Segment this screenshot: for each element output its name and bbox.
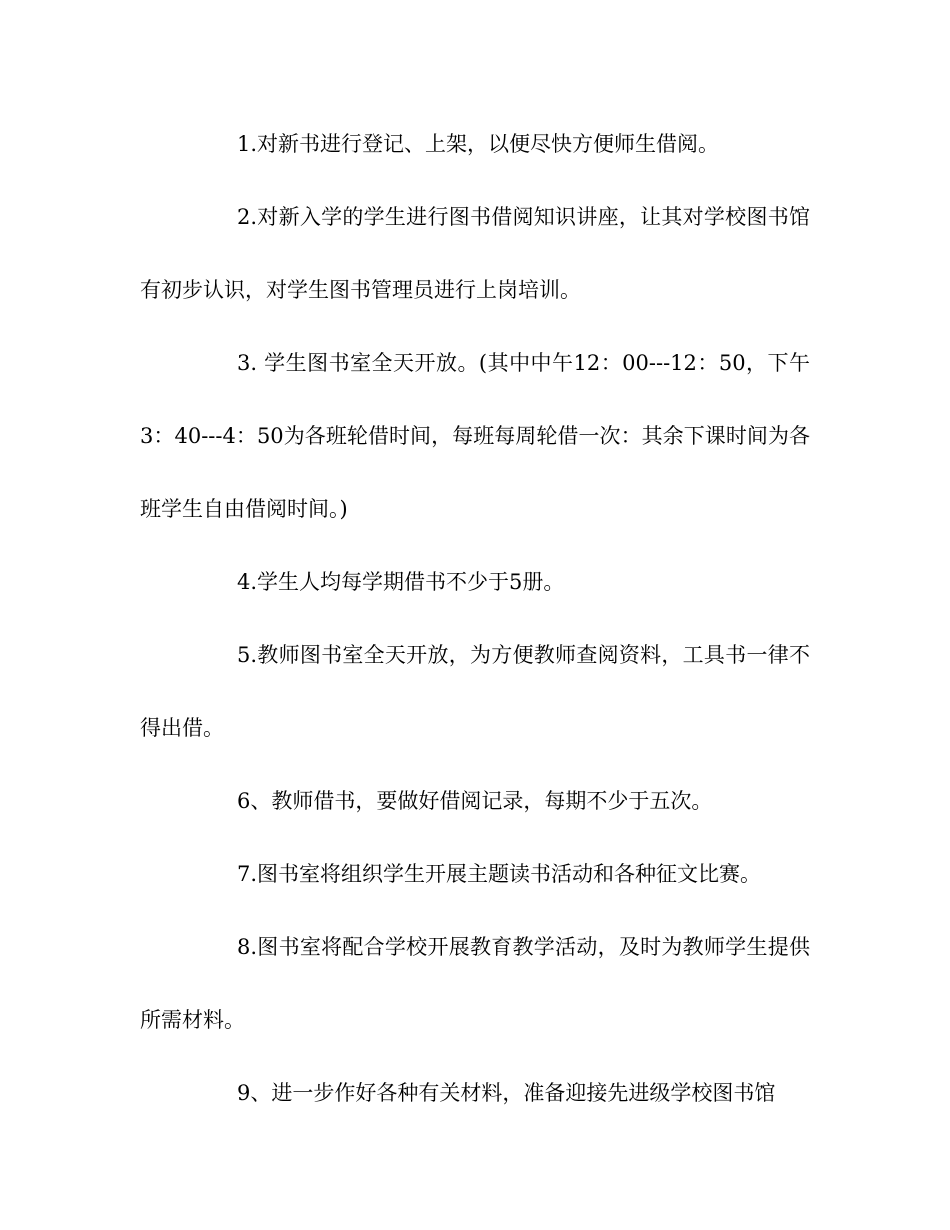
paragraph-6: 6、教师借书，要做好借阅记录，每期不少于五次。 (237, 789, 713, 813)
paragraph-8: 8.图书室将配合学校开展教育教学活动，及时为教师学生提供所需材料。 (140, 935, 810, 1032)
paragraph-2: 2.对新入学的学生进行图书借阅知识讲座，让其对学校图书馆有初步认识，对学生图书管理员进行上岗培训。 (140, 205, 810, 302)
paragraph-3: 3. 学生图书室全天开放。(其中中午12：00---12：50，下午3：40---4：50为各班轮借时间，每班每周轮借一次：其余下课时间为各班学生自由借阅时间。) (140, 351, 810, 521)
paragraph-4: 4.学生人均每学期借书不少于5册。 (237, 570, 565, 594)
paragraph-9: 9、进一步作好各种有关材料，准备迎接先进级学校图书馆 (237, 1081, 776, 1105)
paragraph-7: 7.图书室将组织学生开展主题读书活动和各种征文比赛。 (237, 862, 762, 886)
paragraph-5: 5.教师图书室全天开放，为方便教师查阅资料，工具书一律不得出借。 (140, 643, 810, 740)
paragraph-1: 1.对新书进行登记、上架，以便尽快方便师生借阅。 (237, 132, 720, 156)
document-body (140, 108, 810, 1130)
